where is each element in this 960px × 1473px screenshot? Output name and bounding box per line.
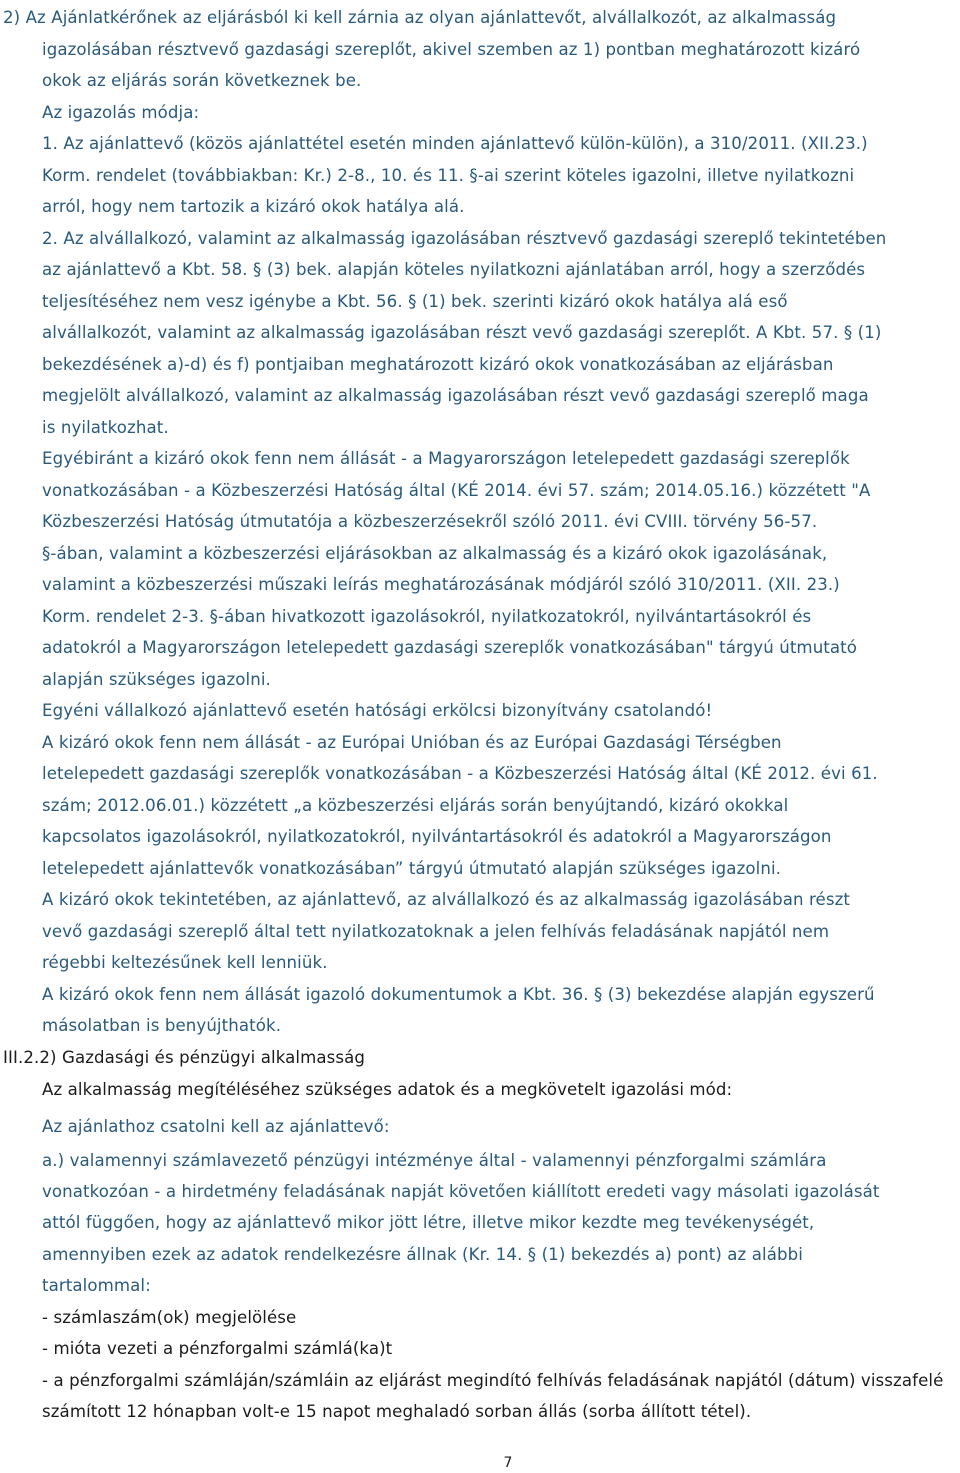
bullet-item: számított 12 hónapban volt-e 15 napot meghaladó sorban állás (sorba állított tétel). [42, 1402, 752, 1421]
eu-note-line: kapcsolatos igazolásokról, nyilatkozatokról, nyilvántartásokról és adatokról a Magyarországon [42, 827, 832, 846]
domestic-note-line: valamint a közbeszerzési műszaki leírás meghatározásának módjáról szóló 310/2011. (XII. 23.) [42, 575, 840, 594]
sole-trader-note: Egyéni vállalkozó ajánlattevő esetén hatósági erkölcsi bizonyítvány csatolandó! [42, 701, 713, 720]
item-2-line: megjelölt alvállalkozó, valamint az alkalmasság igazolásában részt vevő gazdasági szereplő maga [42, 386, 869, 405]
domestic-note-line: adatokról a Magyarországon letelepedett gazdasági szereplők vonatkozásában" tárgyú útmutató [42, 638, 858, 657]
copy-note-line: A kizáró okok fenn nem állását igazoló dokumentumok a Kbt. 36. § (3) bekezdése alapján egyszerű [42, 985, 875, 1004]
item-2-line: bekezdésének a)-d) és f) pontjaiban meghatározott kizáró okok vonatkozásában az eljárásban [42, 355, 834, 374]
bullet-item: - mióta vezeti a pénzforgalmi számlá(ka)t [42, 1339, 393, 1358]
date-note-line: A kizáró okok tekintetében, az ajánlattevő, az alvállalkozó és az alkalmasság igazolásában részt [42, 890, 851, 909]
eu-note-line: A kizáró okok fenn nem állását - az Európai Unióban és az Európai Gazdasági Térségben [42, 733, 782, 752]
item-a-line: attól függően, hogy az ajánlattevő mikor jött létre, illetve mikor kezdte meg tevékenységét, [42, 1213, 815, 1232]
bullet-item: - számlaszám(ok) megjelölése [42, 1308, 297, 1327]
item-1-line: 1. Az ajánlattevő (közös ajánlattétel esetén minden ajánlattevő külön-külön), a 310/2011. (XII.23.) [42, 134, 868, 153]
domestic-note-line: alapján szükséges igazolni. [42, 670, 271, 689]
paragraph-line: igazolásában résztvevő gazdasági szereplőt, akivel szemben az 1) pontban meghatározott kizáró [42, 40, 861, 59]
item-a-line: vonatkozóan - a hirdetmény feladásának napját követően kiállított eredeti vagy másolati igazolását [42, 1182, 880, 1201]
domestic-note-line: Közbeszerzési Hatóság útmutatója a közbeszerzésekről szóló 2011. évi CVIII. törvény 56-57. [42, 512, 818, 531]
item-1-line: Korm. rendelet (továbbiakban: Kr.) 2-8., 10. és 11. §-ai szerint köteles igazolni, illetve nyilatkozni [42, 166, 855, 185]
item-a-line: a.) valamennyi számlavezető pénzügyi intézménye által - valamennyi pénzforgalmi számlára [42, 1151, 827, 1170]
subheading: Az alkalmasság megítéléséhez szükséges adatok és a megkövetelt igazolási mód: [42, 1080, 733, 1099]
bullet-item: - a pénzforgalmi számláján/számláin az eljárást megindító felhívás feladásának napjától (dátum) visszafelé [42, 1371, 944, 1390]
section-heading: III.2.2) Gazdasági és pénzügyi alkalmasság [3, 1048, 366, 1067]
item-2-line: az ajánlattevő a Kbt. 58. § (3) bek. alapján köteles nyilatkozni ajánlatában arról, hogy a szerződés [42, 260, 866, 279]
item-2-line: 2. Az alvállalkozó, valamint az alkalmasság igazolásában résztvevő gazdasági szereplő tekintetében [42, 229, 887, 248]
paragraph-line: 2) Az Ajánlatkérőnek az eljárásból ki kell zárnia az olyan ajánlattevőt, alvállalkozót, az alkalmasság [3, 8, 837, 27]
eu-note-line: szám; 2012.06.01.) közzétett „a közbeszerzési eljárás során benyújtandó, kizáró okokkal [42, 796, 789, 815]
item-2-line: is nyilatkozhat. [42, 418, 169, 437]
copy-note-line: másolatban is benyújthatók. [42, 1016, 282, 1035]
eu-note-line: letelepedett gazdasági szereplők vonatkozásában - a Közbeszerzési Hatóság által (KÉ 2012. évi 61. [42, 764, 878, 783]
page-number: 7 [503, 1455, 513, 1471]
attach-label: Az ajánlathoz csatolni kell az ajánlattevő: [42, 1117, 390, 1136]
item-a-line: amennyiben ezek az adatok rendelkezésre állnak (Kr. 14. § (1) bekezdés a) pont) az alábbi [42, 1245, 803, 1264]
domestic-note-line: Egyébiránt a kizáró okok fenn nem állását - a Magyarországon letelepedett gazdasági szereplők [42, 449, 850, 468]
item-a-line: tartalommal: [42, 1276, 151, 1295]
domestic-note-line: Korm. rendelet 2-3. §-ában hivatkozott igazolásokról, nyilatkozatokról, nyilvántartásokról és [42, 607, 812, 626]
paragraph-line: okok az eljárás során következnek be. [42, 71, 362, 90]
eu-note-line: letelepedett ajánlattevők vonatkozásában” tárgyú útmutató alapján szükséges igazolni. [42, 859, 782, 878]
domestic-note-line: §-ában, valamint a közbeszerzési eljárásokban az alkalmasság és a kizáró okok igazolásának, [42, 544, 828, 563]
verification-label: Az igazolás módja: [42, 103, 200, 122]
date-note-line: régebbi keltezésűnek kell lenniük. [42, 953, 328, 972]
item-2-line: teljesítéséhez nem vesz igénybe a Kbt. 56. § (1) bek. szerinti kizáró okok hatálya alá eső [42, 292, 788, 311]
item-1-line: arról, hogy nem tartozik a kizáró okok hatálya alá. [42, 197, 465, 216]
date-note-line: vevő gazdasági szereplő által tett nyilatkozatoknak a jelen felhívás feladásának napjától nem [42, 922, 830, 941]
domestic-note-line: vonatkozásában - a Közbeszerzési Hatóság által (KÉ 2014. évi 57. szám; 2014.05.16.) közzétett "A [42, 481, 871, 500]
item-2-line: alvállalkozót, valamint az alkalmasság igazolásában részt vevő gazdasági szereplőt. A Kbt. 57. § (1) [42, 323, 882, 342]
